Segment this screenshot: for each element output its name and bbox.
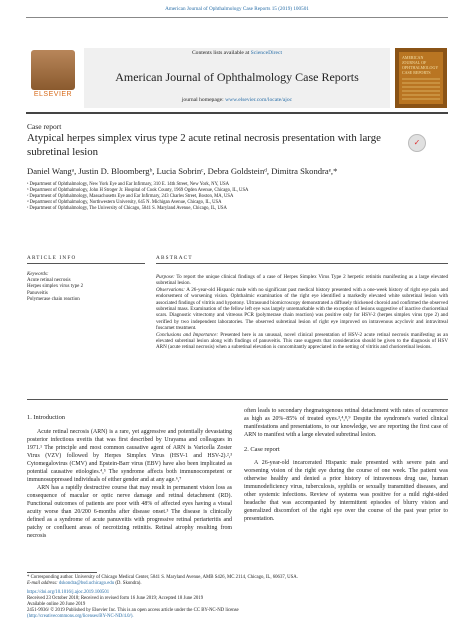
received-dates: Received 23 October 2018; Received in revised form 16 June 2019; Accepted 18 June 2019 xyxy=(27,596,204,601)
available-online: Available online 20 June 2019 xyxy=(27,602,86,607)
intro-paragraph-1: Acute retinal necrosis (ARN) is a rare, yet aggressive and potentially devastating posterior infectious uveitis that was first described by Urayama and colleagues in 1971.¹ The principle and most common causative agent of ARN is Varicella Zoster Virus (VZV) followed by Herpes Simplex Virus (HSV-1 and HSV-2).²,³ Cytomegalovirus (CMV) and Epstein-Barr virus (EBV) have also been implicated as potential causative etiologies.⁴,⁵ The syndrome affects both immunocompetent or immunosuppressed individuals of either gender and at any age.⁶,⁷ xyxy=(27,429,232,483)
journal-banner xyxy=(84,48,390,108)
email-line: E-mail address: dskondra@bsd.uchicago.edu (D. Skondra). xyxy=(27,581,142,586)
contents-line: Contents lists available at ScienceDirect xyxy=(191,50,283,56)
keywords-label: Keywords: xyxy=(27,272,49,277)
affiliation-d: ᵈ Department of Ophthalmology, Northwestern University, 645 N. Michigan Avenue, Chicago, IL, USA xyxy=(27,200,222,205)
abstract-heading: ABSTRACT xyxy=(156,255,193,261)
abstract-body: Purpose: To report the unique clinical findings of a case of Herpes Simplex Virus Type 2 herpetic retinitis manifesting as a large elevated subretinal lesion. Observations: A 26-year-old Hispanic male with no significant past medical history presented with a one-week history of right eye pain and endorsement of worsening vision. Ophthalmic examination of the right eye identified a markedly elevated white subretinal lesion with associated findings of vitritis and hypotony. Ultrasound biomicroscopy demonstrated a diffusely thickened choroid and confirmed the observed subretinal mass. Examination of the fellow left eye was largely unremarkable with the exception of lesions suggestive of inactive chorioretinal scars. Diagnostic vitrectomy and vitreous PCR (polymerase chain reaction) was positive only for HSV-2 (herpes simplex virus type 2) and verified by two independent laboratories. The observed subretinal lesion of right eye improved on intravenous acyclovir and intravitreal foscarnet treatment. Conclusions and Importance: Presented here is an unusual, novel clinical presentation of HSV-2 acute retinal necrosis manifesting as an elevated subretinal lesion along with findings of panuveitis. This case suggests that consideration should be given to the diagnosis of HSV ARN (acute retinal necrosis) when a subretinal elevation is concomitantly appreciated in the setting of vitritis and chorioretinal lesions. xyxy=(156,274,448,351)
article-info-heading: ARTICLE INFO xyxy=(27,255,77,261)
keywords-block xyxy=(27,272,83,303)
introduction-heading: 1. Introduction xyxy=(27,414,65,421)
keyword-item: Panuveitis xyxy=(27,290,48,296)
right-column xyxy=(244,407,448,523)
cover-title: AMERICAN JOURNAL OF OPHTHALMOLOGY CASE REPORTS xyxy=(402,55,439,75)
case-report-paragraph: A 26-year-old incarcerated Hispanic male presented with severe pain and worsening vision of the right eye during the course of one week. The patient was otherwise healthy and denied a prior history of intravenous drug use, human immunodeficiency virus, tuberculosis, syphilis or sexually transmitted diseases, and other systemic infections. Review of systems was positive for a mild right-sided headache that was accompanied by intermittent episodes of blurry vision and generalized discomfort of the right eye over the course of the past year prior to presentation. xyxy=(244,460,448,522)
journal-homepage: journal homepage: www.elsevier.com/locate/ajoc xyxy=(181,97,293,103)
abstract-divider xyxy=(156,263,448,264)
homepage-link[interactable]: www.elsevier.com/locate/ajoc xyxy=(225,97,293,103)
email-link[interactable]: dskondra@bsd.uchicago.edu xyxy=(58,581,115,586)
footnote-rule xyxy=(27,572,97,573)
elsevier-wordmark: ELSEVIER xyxy=(33,91,73,98)
affiliation-b: ᵇ Department of Ophthalmology, John H Stroger Jr. Hospital of Cook County, 1969 Ogden Avenue, Chicago, IL, USA xyxy=(27,188,249,193)
keyword-item: Acute retinal necrosis xyxy=(27,278,71,284)
journal-citation-header[interactable]: American Journal of Ophthalmology Case Reports 15 (2019) 100501 xyxy=(165,6,309,12)
affiliation-c: ᶜ Department of Ophthalmology, Massachusetts Eye and Ear Infirmary, 243 Charles Street, Boston, MA, USA xyxy=(27,194,234,199)
affiliation-a: ᵃ Department of Ophthalmology, New York Eye and Ear Infirmary, 310 E. 14th Street, New York, NY, USA xyxy=(27,182,229,187)
elsevier-tree-icon xyxy=(31,50,75,90)
elsevier-logo xyxy=(27,50,79,102)
keyword-item: Polymerase chain reaction xyxy=(27,296,80,302)
author-list: Daniel Wangᵃ, Justin D. Bloombergᵇ, Lucia Sobrinᶜ, Debra Goldsteinᵈ, Dimitra Skondraᵉ,* xyxy=(27,166,338,176)
crossmark-icon[interactable]: ✓ xyxy=(408,134,426,152)
journal-title: American Journal of Ophthalmology Case Reports xyxy=(115,70,359,84)
intro-paragraph-2: ARN has a rapidly destructive course that may result in permanent vision loss as consequence of macular or optic nerve damage and retinal detachment (RD). Functional outcomes of patients are poor with 48% of affected eyes having a visual acuity worse than 20/200 6-months after disease onset.³ The disease is clinically defined as a syndrome of acute panuveitis with progressive retinal periarteritis and patchy or confluent areas of necrotizing retinitis. Retinal atrophy resulting from necrosis xyxy=(27,485,232,539)
license-url[interactable]: (http://creativecommons.org/licenses/BY-NC-ND/4.0/). xyxy=(27,614,134,619)
header-divider xyxy=(26,17,448,18)
intro-continuation: often leads to secondary rhegmatogenous retinal detachment with rates of occurrence as high as 20%–85% of treated eyes.³,⁴,⁸,⁹ Despite the syndrome's varied clinical manifestations and presentations, to our knowledge, we are reporting the first case of ARN to manifest with a large elevated subretinal lesion. xyxy=(244,408,448,438)
corresponding-author-note: * Corresponding author. University of Chicago Medical Center, 5841 S. Maryland Avenue, AMB S426, MC 2114, Chicago, IL, 60637, USA. xyxy=(27,575,298,580)
affiliation-e: ᵉ Department of Ophthalmology, The University of Chicago, 5841 S. Maryland Avenue, Chicago, IL, USA xyxy=(27,206,227,211)
license-text: 2451-9936/ © 2019 Published by Elsevier Inc. This is an open access article under the CC BY-NC-ND license xyxy=(27,608,239,613)
article-type: Case report xyxy=(27,122,62,131)
doi-link[interactable]: https://doi.org/10.1016/j.ajoc.2019.100501 xyxy=(27,590,110,595)
sciencedirect-link[interactable]: ScienceDirect xyxy=(250,50,283,56)
article-title: Atypical herpes simplex virus type 2 acute retinal necrosis presentation with large subretinal lesion xyxy=(27,132,381,158)
introduction-text xyxy=(27,428,232,540)
journal-cover-image xyxy=(395,48,447,108)
banner-divider xyxy=(26,112,448,114)
case-report-heading: 2. Case report xyxy=(244,446,280,453)
keyword-item: Herpes simplex virus type 2 xyxy=(27,284,84,290)
abstract-bottom-divider xyxy=(27,399,448,400)
article-info-divider xyxy=(27,263,145,264)
